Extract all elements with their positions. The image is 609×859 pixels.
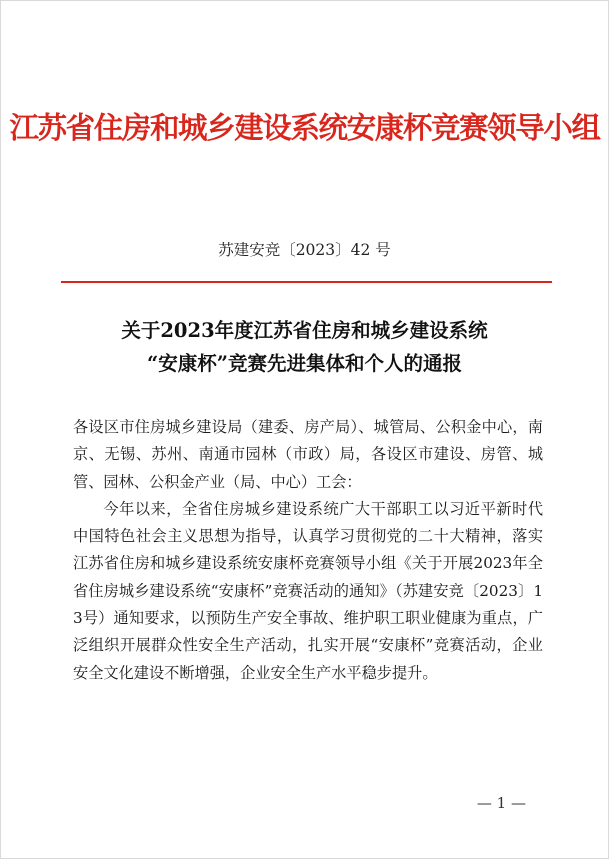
document-body (73, 414, 543, 687)
body-paragraph-1: 今年以来，全省住房城乡建设系统广大干部职工以习近平新时代中国特色社会主义思想为指导，认真学习贯彻党的二十大精神，落实江苏省住房和城乡建设系统安康杯竞赛领导小组《关于开展2023年全省住房城乡建设系统“安康杯”竞赛活动的通知》（苏建安竞〔2023〕13号）通知要求，以预防生产安全事故、维护职工职业健康为重点，广泛组织开展群众性安全生产活动，扎实开展“安康杯”竞赛活动，企业安全文化建设不断增强，企业安全生产水平稳步提升。 (73, 499, 543, 682)
title-line-2: “安康杯”竞赛先进集体和个人的通报 (147, 352, 462, 375)
document-number: 苏建安竞〔2023〕42 号 (218, 241, 391, 259)
page-number: — 1 — (476, 794, 526, 812)
organization-header: 江苏省住房和城乡建设系统安康杯竞赛领导小组 (9, 110, 600, 145)
title-line-1: 关于2023年度江苏省住房和城乡建设系统 (121, 319, 488, 342)
document-title (1, 314, 608, 380)
red-divider-line (61, 281, 552, 283)
addressee-paragraph: 各设区市住房城乡建设局（建委、房产局）、城管局、公积金中心，南京、无锡、苏州、南通市园林（市政）局，各设区市建设、房管、城管、园林、公积金产业（局、中心）工会： (73, 418, 543, 491)
